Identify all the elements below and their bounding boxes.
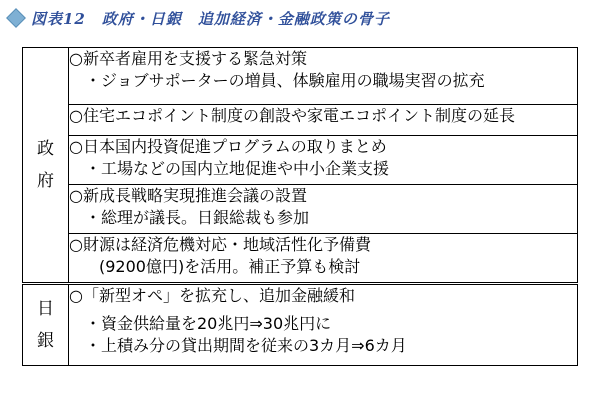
item-heading: ○住宅エコポイント制度の創設や家電エコポイント制度の延長	[69, 106, 515, 125]
table-row	[23, 136, 578, 185]
item-heading: ○日本国内投資促進プログラムの取りまとめ	[69, 137, 387, 156]
item-heading: ○新成長戦略実現推進会議の設置	[69, 186, 307, 205]
policy-item	[69, 48, 578, 105]
diamond-bullet-icon	[6, 8, 26, 28]
section-label-boj	[23, 284, 69, 366]
item-heading: ○「新型オペ」を拡充し、追加金融緩和	[69, 286, 355, 305]
item-detail: ・工場などの国内立地促進や中小企業支援	[85, 159, 390, 178]
section-label-char: 政	[37, 139, 54, 159]
policy-item	[69, 284, 578, 366]
item-detail: (9200億円)を活用。補正予算も検討	[99, 257, 361, 276]
item-detail: ・資金供給量を20兆円⇒30兆円に	[85, 314, 332, 333]
policy-item	[69, 234, 578, 284]
item-heading: ○財源は経済危機対応・地域活性化予備費	[69, 235, 371, 254]
item-detail: ・ジョブサポーターの増員、体験雇用の職場実習の拡充	[85, 71, 485, 90]
policy-table	[22, 47, 578, 366]
section-label-government	[23, 48, 69, 284]
table-row	[23, 185, 578, 234]
item-heading: ○新卒者雇用を支援する緊急対策	[69, 49, 307, 68]
item-detail: ・上積み分の貸出期間を従来の3カ月⇒6カ月	[85, 336, 407, 355]
item-detail: ・総理が議長。日銀総裁も参加	[85, 208, 310, 227]
section-label-char: 日	[37, 299, 54, 319]
policy-item	[69, 185, 578, 234]
section-label-char: 銀	[37, 331, 54, 351]
table-row	[23, 284, 578, 366]
figure-title-row	[3, 4, 390, 32]
table-row	[23, 48, 578, 105]
policy-item	[69, 105, 578, 136]
policy-item	[69, 136, 578, 185]
table-row	[23, 105, 578, 136]
section-label-char: 府	[37, 171, 54, 191]
figure-title: 図表12 政府・日銀 追加経済・金融政策の骨子	[31, 9, 390, 28]
table-row	[23, 234, 578, 284]
